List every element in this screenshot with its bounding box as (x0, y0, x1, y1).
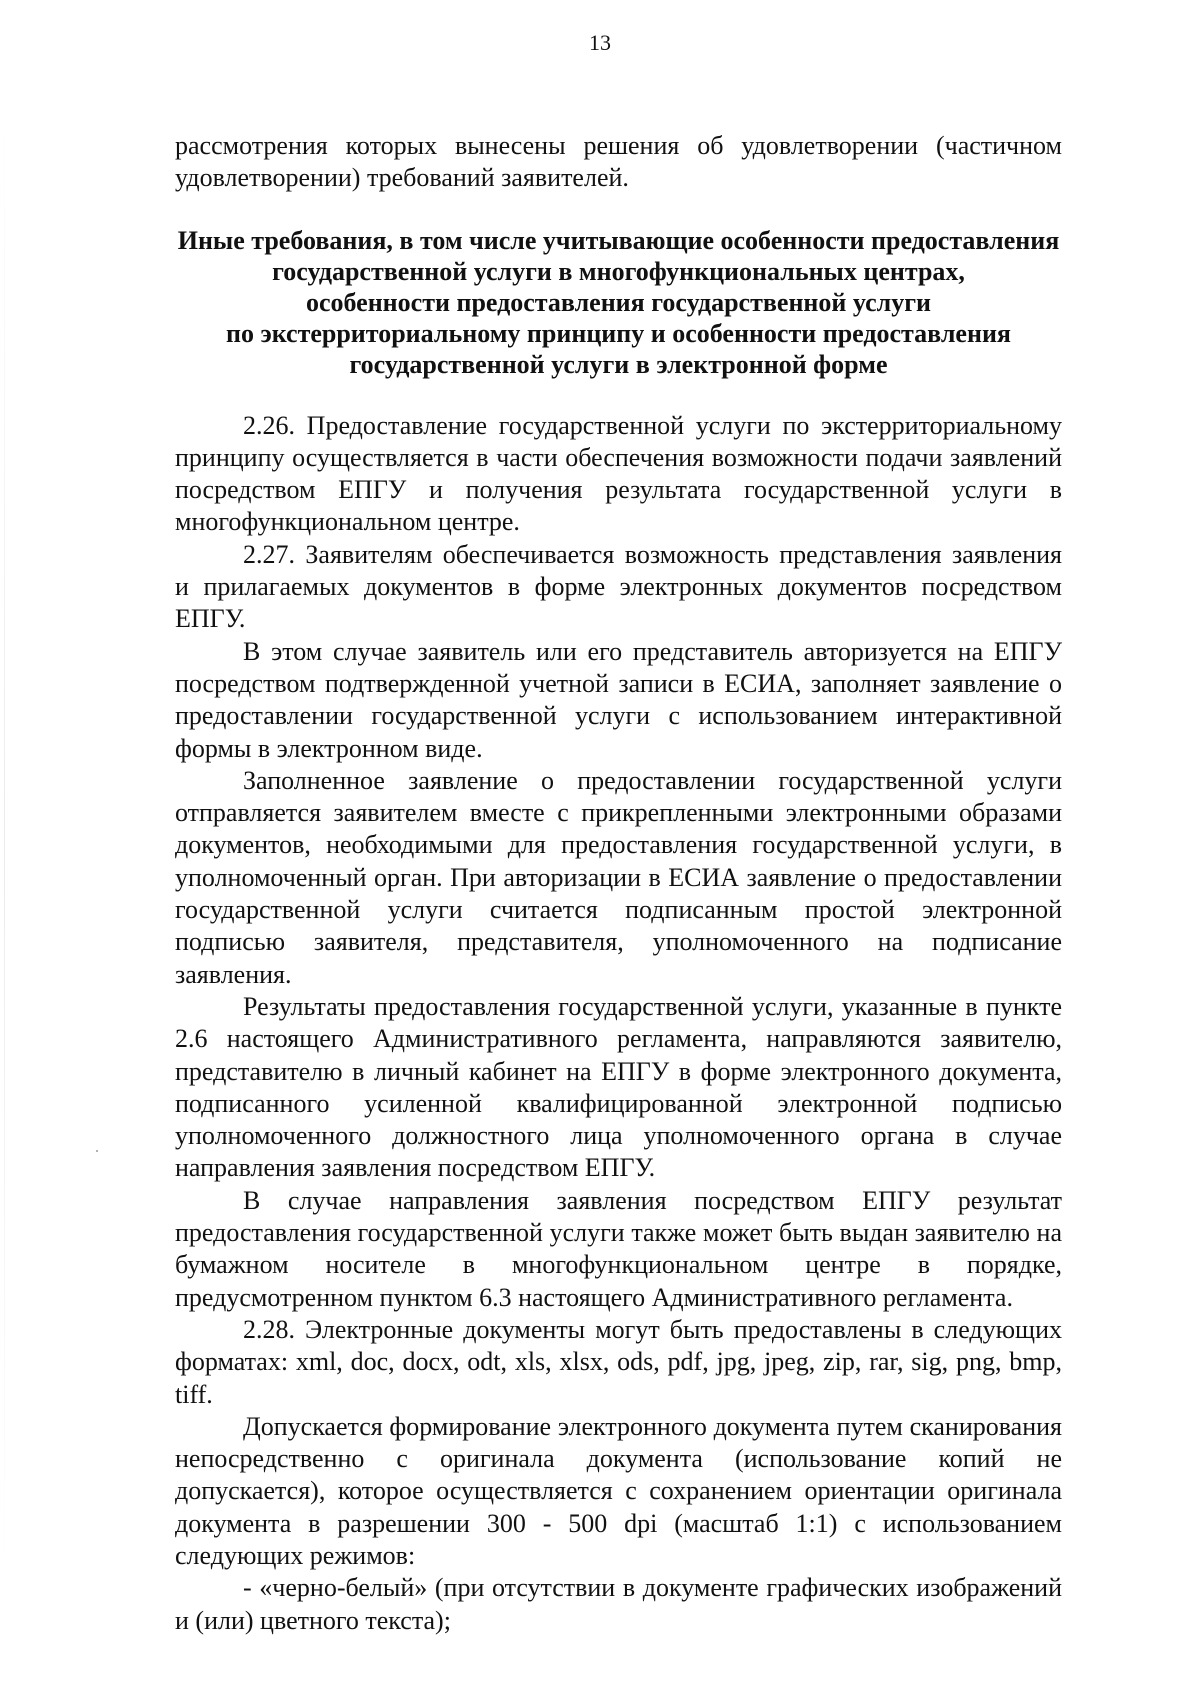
paragraph-authorization: В этом случае заявитель или его представитель авторизуется на ЕПГУ посредством подтвержденной учетной записи в ЕСИА, заполняет заявление о предоставлении государственной услуги с использованием интерактивной формы в электронном виде. (175, 636, 1062, 763)
page-number: 13 (589, 30, 611, 55)
paragraph-2-26: 2.26. Предоставление государственной услуги по экстерриториальному принципу осуществляется в части обеспечения возможности подачи заявлений посредством ЕПГУ и получения результата государственной услуги в многофункциональном центре. (175, 410, 1062, 537)
list-item-black-white: - «черно-белый» (при отсутствии в документе графических изображений и (или) цветного текста); (175, 1573, 1062, 1635)
heading-line: по экстерриториальному принципу и особенности предоставления (225, 318, 1011, 348)
document-body (175, 130, 1062, 1637)
paragraph-2-27: 2.27. Заявителям обеспечивается возможность представления заявления и прилагаемых документов в форме электронных документов посредством ЕПГУ. (175, 539, 1062, 634)
paragraph-2-28: 2.28. Электронные документы могут быть предоставлены в следующих форматах: xml, doc, docx, odt, xls, xlsx, ods, pdf, jpg, jpeg, zip, rar, sig, png, bmp, tiff. (175, 1314, 1062, 1409)
paragraph-paper-result: В случае направления заявления посредством ЕПГУ результат предоставления государственной услуги также может быть выдан заявителю на бумажном носителе в многофункциональном центре в порядке, предусмотренном пунктом 6.3 настоящего Административного регламента. (175, 1185, 1062, 1312)
heading-line: Иные требования, в том числе учитывающие особенности предоставления (177, 225, 1060, 255)
heading-line: особенности предоставления государственной услуги (305, 287, 932, 317)
paragraph-submission: Заполненное заявление о предоставлении государственной услуги отправляется заявителем вместе с прикрепленными электронными образами документов, необходимыми для предоставления государственной услуги, в уполномоченный орган. При авторизации в ЕСИА заявление о предоставлении государственной услуги считается подписанным простой электронной подписью заявителя, представителя, уполномоченного на подписание заявления. (175, 765, 1062, 989)
intro-paragraph: рассмотрения которых вынесены решения об удовлетворении (частичном удовлетворении) требований заявителей. (175, 131, 1062, 193)
heading-line: государственной услуги в электронной форме (349, 349, 888, 379)
scan-edge-shadow (4, 120, 5, 1570)
scan-speck (96, 1150, 98, 1152)
heading-line: государственной услуги в многофункциональных центрах, (272, 256, 965, 286)
paragraph-results: Результаты предоставления государственной услуги, указанные в пункте 2.6 настоящего Административного регламента, направляются заявителю, представителю в личный кабинет на ЕПГУ в форме электронного документа, подписанного усиленной квалифицированной электронной подписью уполномоченного должностного лица уполномоченного органа в случае направления заявления посредством ЕПГУ. (175, 991, 1062, 1183)
section-heading (175, 225, 1062, 380)
paragraph-scanning: Допускается формирование электронного документа путем сканирования непосредственно с оригинала документа (использование копий не допускается), которое осуществляется с сохранением ориентации оригинала документа в разрешении 300 - 500 dpi (масштаб 1:1) с использованием следующих режимов: (175, 1411, 1062, 1570)
